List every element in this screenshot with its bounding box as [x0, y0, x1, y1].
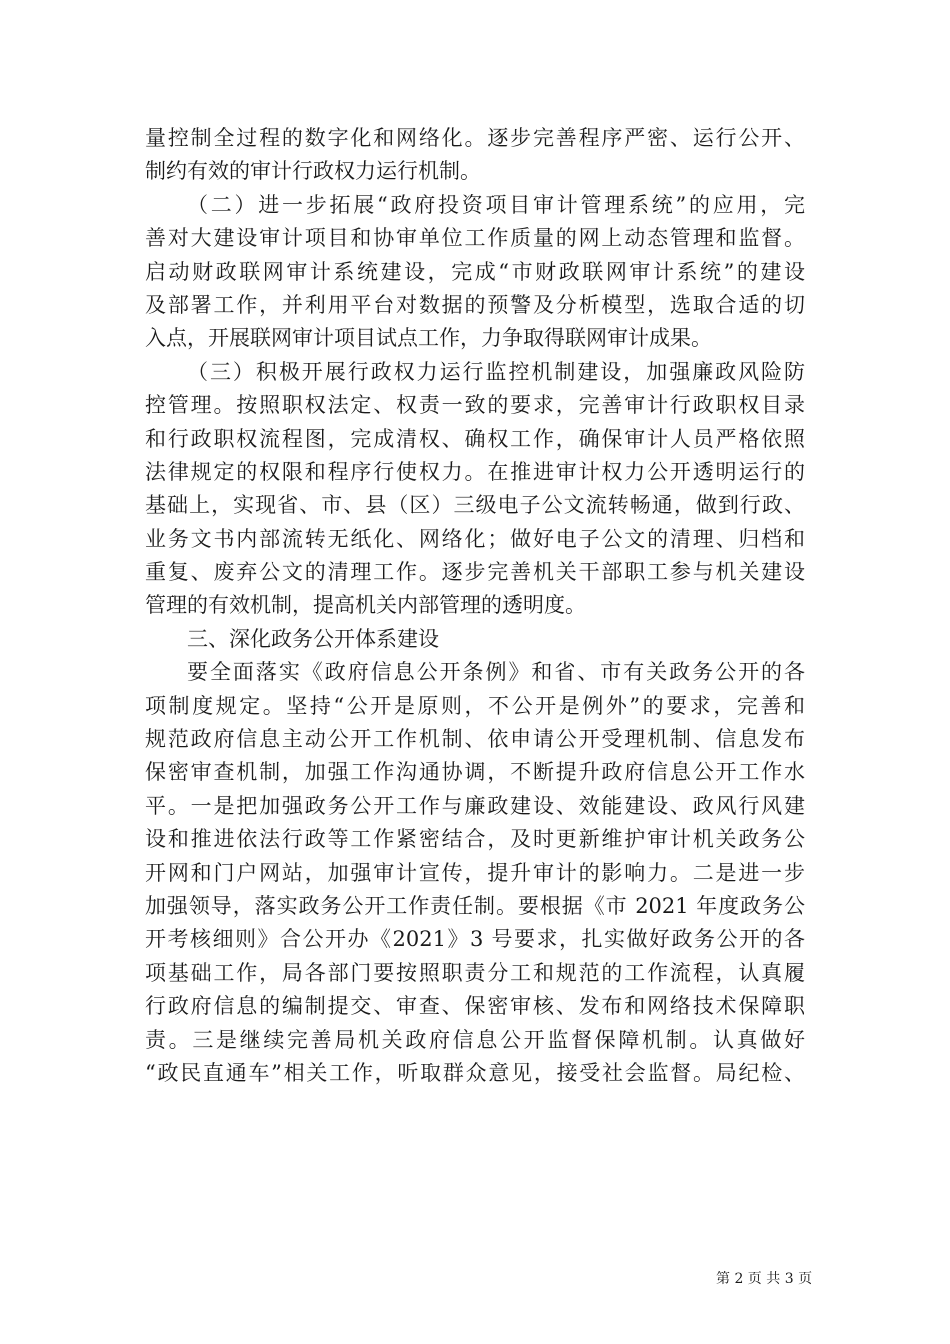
- body-text: [145, 122, 805, 1090]
- page-number: 第 2 页 共 3 页: [716, 1271, 813, 1287]
- text-line: 加强领导，落实政务公开工作责任制。要根据《市 2021 年度政务公: [145, 893, 805, 918]
- text-line: 责。三是继续完善局机关政府信息公开监督保障机制。认真做好: [145, 1027, 805, 1052]
- text-line: 法律规定的权限和程序行使权力。在推进审计权力公开透明运行的: [145, 459, 805, 484]
- text-line: 制约有效的审计行政权力运行机制。: [145, 159, 481, 184]
- text-line: 和行政职权流程图，完成清权、确权工作，确保审计人员严格依照: [145, 426, 805, 451]
- text-line: 项基础工作，局各部门要按照职责分工和规范的工作流程，认真履: [145, 960, 805, 985]
- text-line: （二）进一步拓展“政府投资项目审计管理系统”的应用，完: [187, 192, 805, 217]
- text-line: 入点，开展联网审计项目试点工作，力争取得联网审计成果。: [145, 326, 712, 351]
- text-line: 开考核细则》合公开办《2021》3 号要求，扎实做好政务公开的各: [145, 927, 805, 952]
- text-line: 要全面落实《政府信息公开条例》和省、市有关政务公开的各: [187, 660, 805, 685]
- text-line: 平。一是把加强政务公开工作与廉政建设、效能建设、政风行风建: [145, 793, 805, 818]
- text-line: 控管理。按照职权法定、权责一致的要求，完善审计行政职权目录: [145, 393, 805, 418]
- text-line: 保密审查机制，加强工作沟通协调，不断提升政府信息公开工作水: [145, 760, 805, 785]
- text-line: （三）积极开展行政权力运行监控机制建设，加强廉政风险防: [187, 359, 805, 384]
- text-line: 规范政府信息主动公开工作机制、依申请公开受理机制、信息发布: [145, 727, 805, 752]
- text-line: 业务文书内部流转无纸化、网络化；做好电子公文的清理、归档和: [145, 526, 805, 551]
- text-line: 善对大建设审计项目和协审单位工作质量的网上动态管理和监督。: [145, 226, 805, 251]
- text-line: 基础上，实现省、市、县（区）三级电子公文流转畅通，做到行政、: [145, 493, 805, 518]
- text-line: 管理的有效机制，提高机关内部管理的透明度。: [145, 593, 586, 618]
- text-line: 开网和门户网站，加强审计宣传，提升审计的影响力。二是进一步: [145, 860, 805, 885]
- text-line: 启动财政联网审计系统建设，完成“市财政联网审计系统”的建设: [145, 259, 805, 284]
- text-line: “政民直通车”相关工作，听取群众意见，接受社会监督。局纪检、: [145, 1060, 805, 1085]
- text-line: 三、深化政务公开体系建设: [187, 626, 439, 651]
- text-line: 重复、废弃公文的清理工作。逐步完善机关干部职工参与机关建设: [145, 560, 805, 585]
- text-line: 行政府信息的编制提交、审查、保密审核、发布和网络技术保障职: [145, 994, 805, 1019]
- text-line: 及部署工作，并利用平台对数据的预警及分析模型，选取合适的切: [145, 292, 805, 317]
- text-line: 设和推进依法行政等工作紧密结合，及时更新维护审计机关政务公: [145, 827, 805, 852]
- text-line: 项制度规定。坚持“公开是原则，不公开是例外”的要求，完善和: [145, 693, 805, 718]
- text-line: 量控制全过程的数字化和网络化。逐步完善程序严密、运行公开、: [145, 126, 805, 150]
